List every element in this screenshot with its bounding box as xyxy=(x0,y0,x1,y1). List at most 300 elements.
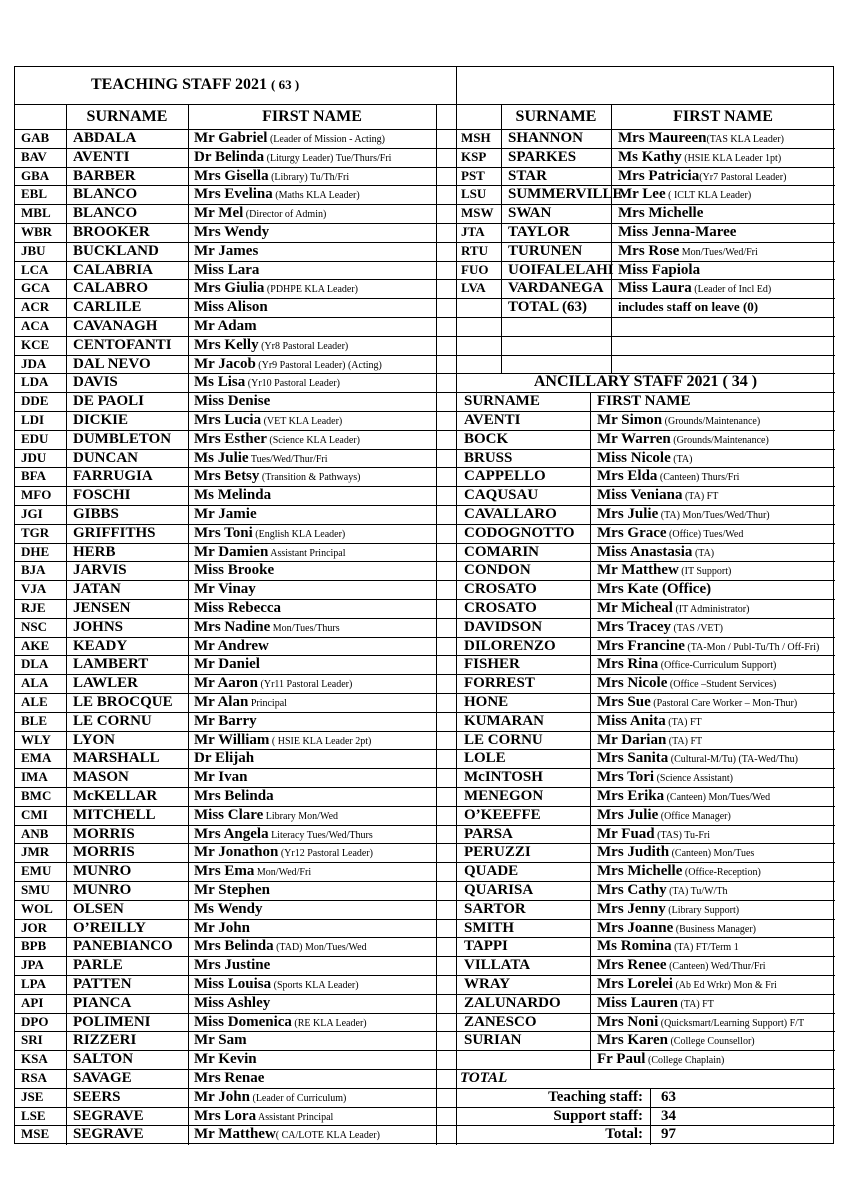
role-note: (TA) xyxy=(670,453,693,465)
ancillary-first-name: Mrs Lorelei (Ab Ed Wrkr) Mon & Fri xyxy=(597,976,777,992)
col-surname-header: SURNAME xyxy=(86,108,168,125)
staff-code: LDI xyxy=(21,412,45,427)
staff-code: JTA xyxy=(461,224,485,239)
staff-surname: CALABRIA xyxy=(73,261,154,278)
role-note: (Science Assistant) xyxy=(654,773,733,785)
role-note: (Grounds/Maintenance) xyxy=(670,434,769,446)
ancillary-surname: QUARISA xyxy=(464,882,534,898)
totals-row-label: Teaching staff: xyxy=(548,1088,643,1105)
staff-surname: JARVIS xyxy=(73,562,127,579)
ancillary-first-name: Mr Micheal (IT Administrator) xyxy=(597,600,750,616)
ancillary-surname: QUADE xyxy=(464,863,519,880)
ancillary-surname: McINTOSH xyxy=(464,769,543,786)
staff-first-name: Mrs Justine xyxy=(194,957,271,974)
staff-surname: JATAN xyxy=(73,581,121,598)
staff-code: PST xyxy=(461,167,485,183)
staff-code: ALA xyxy=(21,675,49,691)
ancillary-surname: CONDON xyxy=(464,562,531,579)
staff-surname: FOSCHI xyxy=(73,487,131,504)
staff-first-name: Ms Kathy (HSIE KLA Leader 1pt) xyxy=(618,148,782,165)
staff-code: SMU xyxy=(21,882,50,897)
staff-first-name: Mrs Rose Mon/Tues/Wed/Fri xyxy=(618,242,758,259)
ancillary-surname: WRAY xyxy=(464,976,511,992)
staff-code: EMU xyxy=(21,863,52,879)
staff-first-name: Mr Daniel xyxy=(194,656,260,673)
ancillary-first-name: Mrs Tori (Science Assistant) xyxy=(597,769,733,786)
role-note: (Yr8 Pastoral Leader) xyxy=(258,340,349,352)
role-note: (TA) xyxy=(692,547,715,559)
ancillary-surname: CODOGNOTTO xyxy=(464,524,575,541)
staff-code: GCA xyxy=(21,280,50,296)
ancillary-surname: TAPPI xyxy=(464,938,508,955)
role-note: (Office –Student Services) xyxy=(667,679,777,691)
totals-row-value: 63 xyxy=(661,1088,676,1105)
role-note: (TA) Mon/Tues/Wed/Thur) xyxy=(658,510,770,521)
staff-first-name: Mr John xyxy=(194,919,250,936)
staff-surname: SEGRAVE xyxy=(73,1126,144,1143)
staff-code: MSE xyxy=(21,1126,50,1142)
column-header-divider xyxy=(15,129,835,130)
staff-first-name: Mrs Esther (Science KLA Leader) xyxy=(194,430,360,447)
staff-first-name: Miss Brooke xyxy=(194,562,275,579)
ancillary-first-name: Mrs Judith (Canteen) Mon/Tues xyxy=(597,844,755,861)
staff-code: MFO xyxy=(21,487,52,503)
staff-code: BFA xyxy=(21,468,47,484)
ancillary-surname: ZALUNARDO xyxy=(464,994,561,1011)
ancillary-surname: CAPPELLO xyxy=(464,468,546,485)
staff-first-name: Mr Sam xyxy=(194,1032,247,1049)
staff-code: DLA xyxy=(21,656,49,672)
role-note: (English KLA Leader) xyxy=(252,528,346,540)
role-note: (Science KLA Leader) xyxy=(266,434,360,446)
staff-first-name: Miss Alison xyxy=(194,299,268,316)
ancillary-first-name: Mrs Julie (Office Manager) xyxy=(597,806,731,823)
ancillary-first-name: Mrs Elda (Canteen) Thurs/Fri xyxy=(597,468,740,485)
staff-surname: PIANCA xyxy=(73,994,132,1011)
ancillary-surname: CAQUSAU xyxy=(464,487,539,504)
staff-first-name: Mr James xyxy=(194,242,259,259)
ancillary-first-name: Miss Lauren (TA) FT xyxy=(597,994,714,1011)
role-note: (Canteen) Thurs/Fri xyxy=(657,472,740,484)
staff-surname: BROOKER xyxy=(73,224,150,240)
ancillary-surname: BRUSS xyxy=(464,449,513,466)
ancillary-first-name: Mrs Renee (Canteen) Wed/Thur/Fri xyxy=(597,957,766,974)
role-note: (Canteen) Mon/Tues xyxy=(669,848,755,860)
staff-code: LCA xyxy=(21,261,49,277)
ancillary-first-name: Ms Romina (TA) FT/Term 1 xyxy=(597,938,739,955)
role-note: (Yr11 Pastoral Leader) xyxy=(258,679,353,691)
staff-first-name: Ms Melinda xyxy=(194,487,272,504)
totals-label: TOTAL xyxy=(460,1070,508,1086)
ancillary-first-name: Mrs Rina (Office-Curriculum Support) xyxy=(597,656,777,673)
staff-surname: MITCHELL xyxy=(73,806,156,823)
staff-first-name: Miss Clare Library Mon/Wed xyxy=(194,806,339,823)
staff-code: WOL xyxy=(21,900,53,916)
staff-first-name: Mr Damien Assistant Principal xyxy=(194,543,346,560)
staff-code: BMC xyxy=(21,788,52,803)
staff-code: BAV xyxy=(21,148,47,164)
staff-surname: UOIFALELAHI xyxy=(508,261,614,278)
ancillary-staff-heading: ANCILLARY STAFF 2021 ( 34 ) xyxy=(533,373,758,391)
role-note: (Leader of Incl Ed) xyxy=(691,284,772,296)
ancillary-first-name: Miss Nicole (TA) xyxy=(597,449,693,466)
role-note: (College Counsellor) xyxy=(667,1036,755,1048)
staff-first-name: Mr Ivan xyxy=(194,769,248,786)
staff-surname: GIBBS xyxy=(73,506,119,522)
role-note: Tues/Wed/Thur/Fri xyxy=(248,453,328,465)
role-note: (PDHPE KLA Leader) xyxy=(264,284,359,296)
staff-first-name: Miss Louisa (Sports KLA Leader) xyxy=(194,976,359,992)
staff-first-name: Miss Fapiola xyxy=(618,261,701,278)
staff-code: EBL xyxy=(21,186,48,202)
role-note: (Yr7 Pastoral Leader) xyxy=(699,171,787,183)
staff-code: RSA xyxy=(21,1070,48,1085)
role-note: (Leader of Mission - Acting) xyxy=(267,134,385,145)
col-firstname-header: FIRST NAME xyxy=(262,108,362,125)
staff-surname: JENSEN xyxy=(73,600,131,616)
staff-surname: LAWLER xyxy=(73,675,139,692)
role-note: (Office-Reception) xyxy=(682,867,761,879)
staff-code: KSA xyxy=(21,1051,48,1067)
staff-first-name: Mrs Ema Mon/Wed/Fri xyxy=(194,863,312,880)
staff-first-name: Dr Elijah xyxy=(194,750,255,767)
staff-code: CMI xyxy=(21,806,48,822)
ancillary-first-name: Mrs Julie (TA) Mon/Tues/Wed/Thur) xyxy=(597,506,770,522)
staff-code: JBU xyxy=(21,242,46,258)
staff-surname: SUMMERVILLE xyxy=(508,186,623,203)
staff-first-name: Mrs Giulia (PDHPE KLA Leader) xyxy=(194,280,359,297)
staff-first-name: Mrs Renae xyxy=(194,1070,265,1086)
staff-code: AKE xyxy=(21,637,50,653)
staff-code: LSE xyxy=(21,1107,46,1123)
staff-first-name: Mr Barry xyxy=(194,712,257,729)
staff-first-name: Mrs Kelly (Yr8 Pastoral Leader) xyxy=(194,336,349,353)
role-note: Mon/Tues/Thurs xyxy=(270,622,340,634)
ancillary-surname: O’KEEFFE xyxy=(464,806,541,823)
staff-code: ACA xyxy=(21,318,50,333)
staff-code: JOR xyxy=(21,919,47,935)
totals-row-label: Support staff: xyxy=(553,1107,643,1124)
staff-code: MSW xyxy=(461,205,494,221)
staff-surname: MARSHALL xyxy=(73,750,160,767)
staff-code: JPA xyxy=(21,957,44,973)
staff-surname: LAMBERT xyxy=(73,656,149,673)
staff-first-name: Mr Gabriel (Leader of Mission - Acting) xyxy=(194,130,385,146)
role-note: (Maths KLA Leader) xyxy=(272,190,360,202)
role-note: (TAS KLA Leader) xyxy=(706,134,784,145)
staff-surname: RIZZERI xyxy=(73,1032,137,1049)
ancillary-first-name: Mrs Cathy (TA) Tu/W/Th xyxy=(597,882,728,898)
role-note: (Ab Ed Wrkr) Mon & Fri xyxy=(672,980,777,991)
role-note: (Library) Tu/Th/Fri xyxy=(268,171,350,183)
totals-row-value: 97 xyxy=(661,1126,676,1143)
staff-code: ALE xyxy=(21,694,48,709)
staff-first-name: Mrs Wendy xyxy=(194,224,270,240)
staff-code: JGI xyxy=(21,506,43,521)
staff-surname: DAVIS xyxy=(73,374,118,391)
staff-surname: SPARKES xyxy=(508,148,577,165)
staff-first-name: Mrs Toni (English KLA Leader) xyxy=(194,524,346,541)
ancillary-first-name: Mr Darian (TA) FT xyxy=(597,731,703,748)
ancillary-firstname-header: FIRST NAME xyxy=(597,393,691,410)
ancillary-first-name: Mr Warren (Grounds/Maintenance) xyxy=(597,430,769,447)
grid-line xyxy=(456,336,835,337)
role-note: (Pastoral Care Worker – Mon-Thur) xyxy=(650,698,798,709)
staff-first-name: Mrs Patricia(Yr7 Pastoral Leader) xyxy=(618,167,787,184)
ancillary-first-name: Miss Veniana (TA) FT xyxy=(597,487,719,504)
ancillary-surname: DAVIDSON xyxy=(464,618,543,635)
role-note: (TAD) Mon/Tues/Wed xyxy=(273,942,367,954)
staff-first-name: Miss Lara xyxy=(194,261,260,278)
role-note: (TA) FT xyxy=(665,716,702,728)
teaching-staff-count: ( 63 ) xyxy=(271,77,300,92)
staff-first-name: Mr Jonathon (Yr12 Pastoral Leader) xyxy=(194,844,374,861)
staff-first-name: Ms Lisa (Yr10 Pastoral Leader) xyxy=(194,374,340,391)
role-note: (Office) Tues/Wed xyxy=(666,528,744,540)
staff-surname: BLANCO xyxy=(73,186,138,203)
staff-first-name: Mrs Lucia (VET KLA Leader) xyxy=(194,412,343,428)
role-note: (Business Manager) xyxy=(673,923,757,935)
staff-surname: LE BROCQUE xyxy=(73,694,173,710)
ancillary-surname: BOCK xyxy=(464,430,509,447)
ancillary-surname: FORREST xyxy=(464,675,535,692)
staff-surname: PARLE xyxy=(73,957,123,974)
role-note: Assistant Principal xyxy=(268,547,346,559)
ancillary-first-name: Mrs Sue (Pastoral Care Worker – Mon-Thur) xyxy=(597,694,798,710)
role-note: (Office Manager) xyxy=(658,810,731,822)
role-note: (Director of Admin) xyxy=(243,209,327,221)
staff-first-name: Mr Matthew( CA/LOTE KLA Leader) xyxy=(194,1126,380,1143)
staff-surname: DE PAOLI xyxy=(73,393,144,410)
staff-surname: OLSEN xyxy=(73,900,124,917)
staff-first-name: Miss Jenna-Maree xyxy=(618,224,737,240)
ancillary-first-name: Miss Anita (TA) FT xyxy=(597,712,702,729)
staff-first-name: Mr Lee ( ICLT KLA Leader) xyxy=(618,186,752,203)
role-note: (VET KLA Leader) xyxy=(261,416,343,427)
staff-surname: JOHNS xyxy=(73,618,124,635)
ancillary-first-name: Mr Simon (Grounds/Maintenance) xyxy=(597,412,761,428)
staff-code: DHE xyxy=(21,543,50,559)
role-note: (IT Administrator) xyxy=(672,604,750,615)
ancillary-surname: KUMARAN xyxy=(464,712,544,729)
staff-surname: MORRIS xyxy=(73,844,135,861)
teaching-total-note: includes staff on leave (0) xyxy=(618,299,759,315)
ancillary-first-name: Mrs Kate (Office) xyxy=(597,581,712,598)
staff-surname: BARBER xyxy=(73,167,136,184)
col-surname-header-right: SURNAME xyxy=(515,108,597,125)
role-note: (TA-Mon / Publ-Tu/Th / Off-Fri) xyxy=(684,641,820,653)
staff-surname: AVENTI xyxy=(73,148,130,165)
ancillary-first-name: Mrs Noni (Quicksmart/Learning Support) F/T xyxy=(597,1013,805,1030)
staff-code: SRI xyxy=(21,1032,43,1048)
role-note: (TA) FT xyxy=(666,735,703,747)
ancillary-first-name: Mrs Michelle (Office-Reception) xyxy=(597,863,761,880)
staff-surname: O’REILLY xyxy=(73,919,146,936)
ancillary-surname: AVENTI xyxy=(464,412,521,428)
staff-surname: GRIFFITHS xyxy=(73,524,156,541)
ancillary-surname: DILORENZO xyxy=(464,637,556,654)
staff-code: LSU xyxy=(461,186,487,202)
ancillary-surname-header: SURNAME xyxy=(464,393,540,410)
staff-first-name: Mrs Angela Literacy Tues/Wed/Thurs xyxy=(194,825,373,842)
staff-code: TGR xyxy=(21,524,50,540)
ancillary-surname: MENEGON xyxy=(464,788,544,804)
staff-surname: LYON xyxy=(73,731,115,748)
staff-surname: SAVAGE xyxy=(73,1070,132,1086)
staff-code: MBL xyxy=(21,205,51,221)
staff-surname: CALABRO xyxy=(73,280,149,297)
staff-surname: BUCKLAND xyxy=(73,242,159,259)
staff-code: FUO xyxy=(461,261,489,277)
staff-code: DDE xyxy=(21,393,49,409)
role-note: (HSIE KLA Leader 1pt) xyxy=(681,152,782,164)
role-note: Library Mon/Wed xyxy=(263,810,339,822)
staff-surname: DAL NEVO xyxy=(73,355,151,372)
ancillary-surname: SURIAN xyxy=(464,1032,522,1049)
staff-surname: PATTEN xyxy=(73,976,132,992)
staff-surname: DUMBLETON xyxy=(73,430,172,447)
staff-first-name: Mrs Belinda xyxy=(194,788,274,804)
staff-first-name: Ms Wendy xyxy=(194,900,263,917)
role-note: (TA) Tu/W/Th xyxy=(666,886,728,897)
staff-code: KSP xyxy=(461,148,487,164)
staff-first-name: Mrs Lora Assistant Principal xyxy=(194,1107,334,1124)
staff-code: JSE xyxy=(21,1088,44,1104)
staff-surname: BLANCO xyxy=(73,205,138,222)
role-note: Principal xyxy=(248,698,287,709)
role-note: ( CA/LOTE KLA Leader) xyxy=(275,1130,380,1142)
ancillary-surname: CROSATO xyxy=(464,600,537,616)
ancillary-first-name: Mrs Jenny (Library Support) xyxy=(597,900,740,917)
staff-code: DPO xyxy=(21,1013,49,1029)
staff-code: API xyxy=(21,994,44,1010)
ancillary-surname: FISHER xyxy=(464,656,520,673)
staff-first-name: Miss Rebecca xyxy=(194,600,282,616)
staff-first-name: Mr Adam xyxy=(194,318,257,334)
staff-first-name: Miss Denise xyxy=(194,393,271,410)
ancillary-surname: VILLATA xyxy=(464,957,531,974)
staff-surname: HERB xyxy=(73,543,116,560)
role-note: (Grounds/Maintenance) xyxy=(662,416,761,427)
staff-surname: POLIMENI xyxy=(73,1013,151,1030)
staff-code: LVA xyxy=(461,280,486,296)
grid-line xyxy=(456,355,835,356)
role-note: ( HSIE KLA Leader 2pt) xyxy=(269,735,372,747)
ancillary-surname: SMITH xyxy=(464,919,515,936)
staff-surname: STAR xyxy=(508,167,547,184)
staff-surname: SWAN xyxy=(508,205,552,222)
staff-first-name: Mrs Michelle xyxy=(618,205,704,222)
ancillary-first-name: Mrs Sanita (Cultural-M/Tu) (TA-Wed/Thu) xyxy=(597,750,798,767)
staff-surname: TAYLOR xyxy=(508,224,570,240)
role-note: (Cultural-M/Tu) (TA-Wed/Thu) xyxy=(668,754,798,766)
staff-first-name: Mrs Gisella (Library) Tu/Th/Fri xyxy=(194,167,350,184)
ancillary-surname: LOLE xyxy=(464,750,506,767)
ancillary-surname: CAVALLARO xyxy=(464,506,557,522)
staff-code: WBR xyxy=(21,224,53,239)
staff-surname: SEERS xyxy=(73,1088,121,1105)
staff-first-name: Mr Kevin xyxy=(194,1051,257,1068)
role-note: (Yr9 Pastoral Leader) (Acting) xyxy=(255,359,382,371)
role-note: (Canteen) Wed/Thur/Fri xyxy=(666,961,766,973)
staff-surname: PANEBIANCO xyxy=(73,938,173,955)
staff-code: BLE xyxy=(21,712,48,728)
teaching-staff-heading: TEACHING STAFF 2021 ( 63 ) xyxy=(91,76,300,93)
role-note: (Yr10 Pastoral Leader) xyxy=(245,378,340,390)
staff-code: ANB xyxy=(21,825,49,841)
role-note: (Transition & Pathways) xyxy=(259,472,361,484)
staff-surname: MASON xyxy=(73,769,129,786)
staff-code: LPA xyxy=(21,976,47,991)
staff-code: EMA xyxy=(21,750,52,766)
role-note: (Liturgy Leader) Tue/Thurs/Fri xyxy=(264,152,392,164)
staff-first-name: Miss Laura (Leader of Incl Ed) xyxy=(618,280,772,297)
staff-code: WLY xyxy=(21,731,51,747)
role-note: (Canteen) Mon/Tues/Wed xyxy=(664,792,771,803)
staff-code: GBA xyxy=(21,167,50,183)
staff-surname: DICKIE xyxy=(73,412,129,428)
staff-first-name: Mrs Evelina (Maths KLA Leader) xyxy=(194,186,360,203)
totals-row-label: Total: xyxy=(605,1126,643,1143)
staff-first-name: Mr Jacob (Yr9 Pastoral Leader) (Acting) xyxy=(194,355,382,372)
role-note: (College Chaplain) xyxy=(645,1055,725,1067)
staff-first-name: Mr Mel (Director of Admin) xyxy=(194,205,327,222)
role-note: Mon/Tues/Wed/Fri xyxy=(679,246,758,258)
staff-code: VJA xyxy=(21,581,47,597)
role-note: (TA) FT xyxy=(677,998,714,1010)
staff-code: IMA xyxy=(21,769,48,785)
totals-row-value: 34 xyxy=(661,1107,676,1124)
staff-code: EDU xyxy=(21,430,49,446)
ancillary-surname: LE CORNU xyxy=(464,731,543,748)
staff-surname: DUNCAN xyxy=(73,449,138,466)
role-note: (Leader of Curriculum) xyxy=(249,1092,347,1104)
grid-line xyxy=(456,317,835,318)
role-note: Mon/Wed/Fri xyxy=(254,867,312,879)
role-note: (RE KLA Leader) xyxy=(291,1017,367,1029)
staff-code: JMR xyxy=(21,844,50,860)
staff-code: BPB xyxy=(21,938,47,954)
staff-first-name: Mrs Betsy (Transition & Pathways) xyxy=(194,468,361,485)
ancillary-first-name: Miss Anastasia (TA) xyxy=(597,543,715,560)
role-note: (TAS) Tu-Fri xyxy=(654,829,710,841)
staff-code: RJE xyxy=(21,600,46,615)
staff-surname: KEADY xyxy=(73,637,128,654)
staff-table xyxy=(14,66,834,1144)
staff-first-name: Mrs Maureen(TAS KLA Leader) xyxy=(618,130,784,146)
role-note: ( ICLT KLA Leader) xyxy=(665,190,752,202)
role-note: (TAS /VET) xyxy=(671,622,723,634)
col-firstname-header-right: FIRST NAME xyxy=(673,108,773,125)
grid-line xyxy=(501,104,502,373)
ancillary-first-name: Mrs Karen (College Counsellor) xyxy=(597,1032,755,1049)
staff-code: NSC xyxy=(21,618,48,634)
staff-surname: FARRUGIA xyxy=(73,468,153,485)
staff-surname: McKELLAR xyxy=(73,788,158,804)
role-note: (Office-Curriculum Support) xyxy=(658,660,777,672)
grid-line xyxy=(611,104,612,373)
staff-surname: SHANNON xyxy=(508,130,584,146)
staff-first-name: Ms Julie Tues/Wed/Thur/Fri xyxy=(194,449,328,466)
ancillary-surname: COMARIN xyxy=(464,543,539,560)
staff-first-name: Miss Domenica (RE KLA Leader) xyxy=(194,1013,367,1030)
ancillary-surname xyxy=(464,1050,589,1069)
ancillary-first-name: Mr Fuad (TAS) Tu-Fri xyxy=(597,825,710,842)
teaching-total-label: TOTAL (63) xyxy=(508,299,588,316)
role-note: (Quicksmart/Learning Support) F/T xyxy=(658,1017,805,1029)
staff-surname: MUNRO xyxy=(73,882,132,898)
ancillary-first-name: Mrs Nicole (Office –Student Services) xyxy=(597,675,777,692)
